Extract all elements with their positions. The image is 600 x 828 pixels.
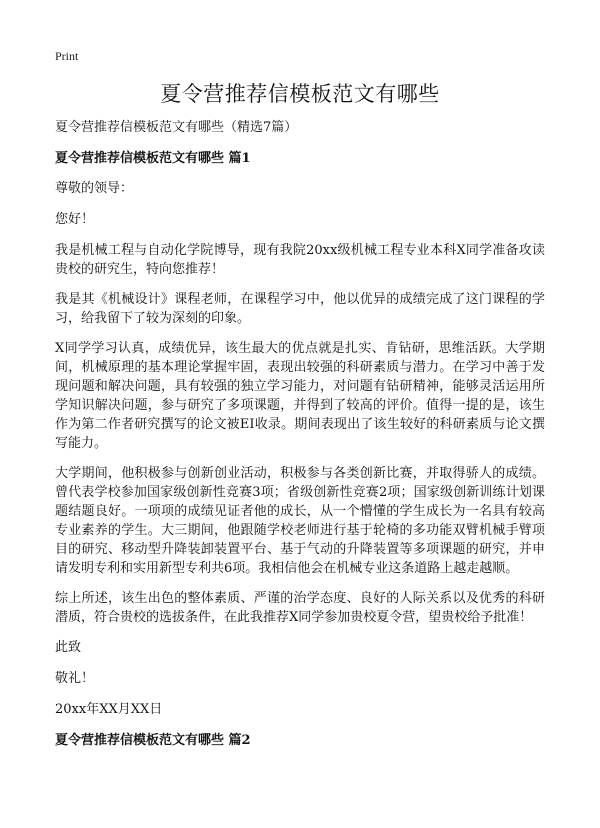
body-paragraph: 大学期间，他积极参与创新创业活动，积极参与各类创新比赛，并取得骄人的成绩。曾代表学校参加国家级创新性竞赛3项；省级创新性竞赛2项；国家级创新训练计划课题结题良好。一项项的成绩见证者他的成长，从一个懵懂的学生成长为一名具有较高专业素养的学生。大三期间，他跟随学校老师进行基于轮椅的多功能双臂机械手臂项目的研究、移动型升降装卸装置平台、基于气动的升降装置等多项课题的研究，并申请发明专利和实用新型专利共6项。我相信他会在机械专业这条道路上越走越顺。 xyxy=(55,466,545,576)
body-paragraph: X同学学习认真，成绩优异，该生最大的优点就是扎实、肯钻研，思维活跃。大学期间，机械原理的基本理论掌握牢固，表现出较强的科研素质与潜力。在学习中善于发现问题和解决问题，具有较强的独立学习能力，对问题有钻研精神，能够灵活运用所学知识解决问题，参与研究了多项课题，并得到了较高的评价。值得一提的是，该生作为第二作者研究撰写的论文被EI收录。期间表现出了该生较好的科研素质与论文撰写能力。 xyxy=(55,341,545,451)
document-body xyxy=(55,118,545,761)
body-paragraph: 我是机械工程与自动化学院博导，现有我院20xx级机械工程专业本科X同学准备攻读贵校的研究生，特向您推荐！ xyxy=(55,243,545,277)
body-paragraph: 我是其《机械设计》课程老师，在课程学习中，他以优异的成绩完成了这门课程的学习，给我留下了较为深刻的印象。 xyxy=(55,292,545,326)
document-subtitle: 夏令营推荐信模板范文有哪些（精选7篇） xyxy=(55,120,298,135)
closing-line: 此致 xyxy=(55,640,82,655)
closing-regards: 敬礼！ xyxy=(55,671,95,686)
section-heading-2: 夏令营推荐信模板范文有哪些 篇2 xyxy=(55,733,251,748)
salutation: 尊敬的领导： xyxy=(55,181,134,196)
page-title: 夏令营推荐信模板范文有哪些 xyxy=(160,82,440,106)
body-paragraph: 综上所述，该生出色的整体素质、严谨的治学态度、良好的人际关系以及优秀的科研潜质，符合贵校的选拔条件，在此我推荐X同学参加贵校夏令营，望贵校给予批准！ xyxy=(55,591,545,625)
print-label: Print xyxy=(55,49,79,63)
letter-date: 20xx年XX月XX日 xyxy=(55,702,163,717)
greeting: 您好！ xyxy=(55,212,95,227)
section-heading-1: 夏令营推荐信模板范文有哪些 篇1 xyxy=(55,151,251,166)
